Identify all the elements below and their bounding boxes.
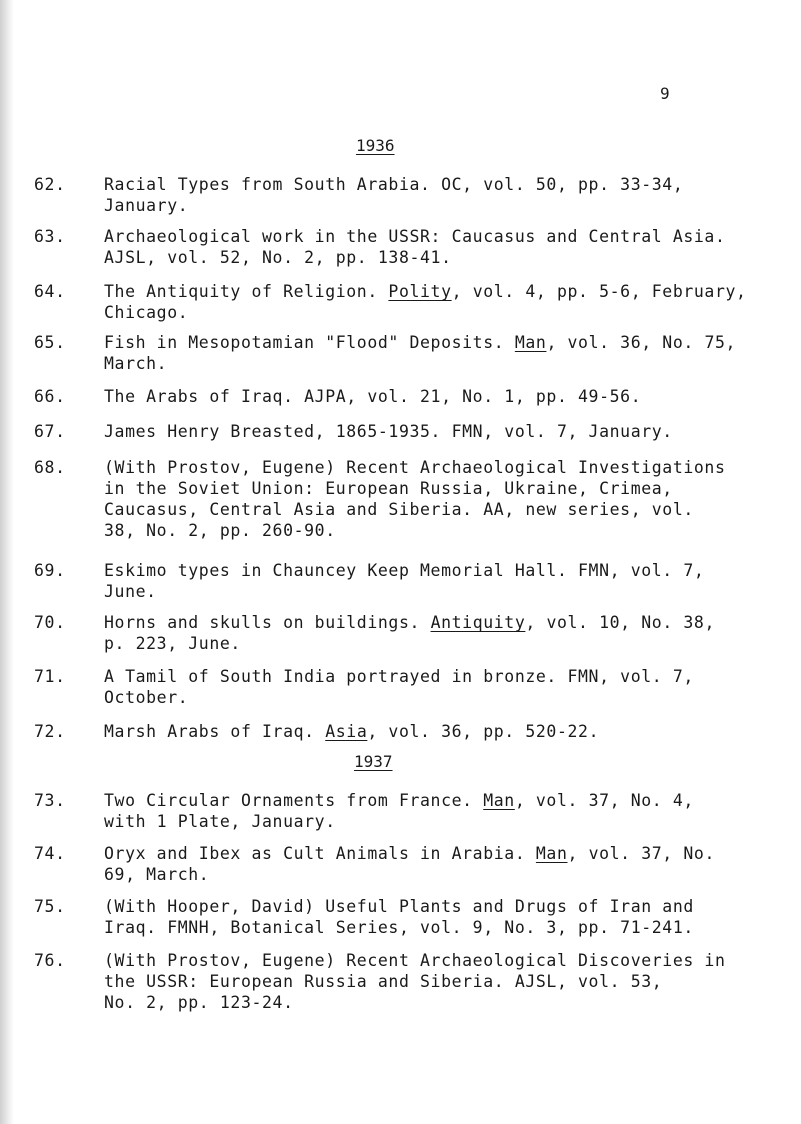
entry-line: January. (104, 196, 189, 215)
entry-line: Chicago. (104, 303, 189, 322)
entry-title: Oryx and Ibex as Cult Animals in Arabia. (104, 844, 536, 863)
entry-number: 71. (34, 667, 66, 686)
entry-line: with 1 Plate, January. (104, 812, 336, 831)
entry-line: (With Prostov, Eugene) Recent Archaeological Investigations (104, 458, 726, 477)
entry-line: p. 223, June. (104, 634, 241, 653)
page-edge-shadow (0, 0, 14, 1124)
entry-number: 64. (34, 282, 66, 301)
entry-number: 74. (34, 844, 66, 863)
entry-title: Horns and skulls on buildings. (104, 613, 431, 632)
entry-line (104, 790, 794, 811)
entry-number: 68. (34, 458, 66, 477)
entry-line: October. (104, 688, 189, 707)
year-heading-text: 1936 (356, 136, 395, 155)
journal-name: Man (535, 844, 568, 863)
entry-line: the USSR: European Russia and Siberia. AJSL, vol. 53, (104, 972, 663, 991)
entry-line (104, 281, 794, 302)
entry-citation: , vol. 37, No. 4, (514, 791, 694, 810)
entry-number: 62. (34, 175, 66, 194)
entry-line: 38, No. 2, pp. 260-90. (104, 521, 336, 540)
entry-citation: , vol. 10, No. 38, (525, 613, 715, 632)
entry-text (104, 666, 794, 708)
entry-number: 63. (34, 227, 66, 246)
entry-citation: , vol. 37, No. (567, 844, 715, 863)
entry-line (104, 612, 794, 633)
entry-line: Iraq. FMNH, Botanical Series, vol. 9, No. 3, pp. 71-241. (104, 918, 694, 937)
entry-number: 67. (34, 422, 66, 441)
entry-number: 69. (34, 561, 66, 580)
entry-number: 75. (34, 897, 66, 916)
journal-name: Antiquity (430, 613, 526, 632)
entry-text (104, 843, 794, 885)
entry-text (104, 612, 794, 654)
entry-text (104, 721, 794, 742)
entry-text (104, 386, 794, 407)
entry-title: Two Circular Ornaments from France. (104, 791, 484, 810)
entry-line: No. 2, pp. 123-24. (104, 993, 294, 1012)
year-heading-text: 1937 (354, 752, 393, 771)
entry-line: (With Prostov, Eugene) Recent Archaeological Discoveries in (104, 951, 726, 970)
entry-text (104, 332, 794, 374)
entry-text (104, 174, 794, 216)
entry-number: 73. (34, 791, 66, 810)
entry-line: A Tamil of South India portrayed in bronze. FMN, vol. 7, (104, 667, 694, 686)
entry-line: June. (104, 582, 157, 601)
entry-text (104, 950, 794, 1013)
entry-text (104, 896, 794, 938)
entry-text (104, 457, 794, 541)
journal-name: Man (514, 333, 547, 352)
entry-line: Eskimo types in Chauncey Keep Memorial Hall. FMN, vol. 7, (104, 561, 705, 580)
entry-line (104, 843, 794, 864)
entry-number: 65. (34, 333, 66, 352)
entry-line: March. (104, 354, 168, 373)
entry-title: The Antiquity of Religion. (104, 282, 389, 301)
entry-citation: , vol. 4, pp. 5-6, February, (451, 282, 747, 301)
entry-text (104, 560, 794, 602)
entry-title: Fish in Mesopotamian "Flood" Deposits. (104, 333, 515, 352)
entry-line: AJSL, vol. 52, No. 2, pp. 138-41. (104, 248, 452, 267)
entry-line: (With Hooper, David) Useful Plants and Drugs of Iran and (104, 897, 694, 916)
entry-line: Caucasus, Central Asia and Siberia. AA, new series, vol. (104, 500, 694, 519)
entry-number: 66. (34, 387, 66, 406)
entry-line: 69, March. (104, 865, 210, 884)
entry-number: 76. (34, 951, 66, 970)
entry-text (104, 281, 794, 323)
entry-title: Marsh Arabs of Iraq. (104, 722, 326, 741)
entry-line (104, 721, 794, 742)
entry-number: 70. (34, 613, 66, 632)
journal-name: Polity (388, 282, 452, 301)
entry-citation: , vol. 36, pp. 520-22. (367, 722, 600, 741)
entry-line: The Arabs of Iraq. AJPA, vol. 21, No. 1, pp. 49-56. (104, 387, 642, 406)
journal-name: Asia (325, 722, 368, 741)
entry-line: in the Soviet Union: European Russia, Ukraine, Crimea, (104, 479, 673, 498)
entry-number: 72. (34, 722, 66, 741)
entry-line (104, 332, 794, 353)
entry-text (104, 421, 794, 442)
page-number: 9 (660, 84, 670, 103)
journal-name: Man (483, 791, 515, 810)
entry-citation: , vol. 36, No. 75, (546, 333, 737, 352)
entry-line: Archaeological work in the USSR: Caucasus and Central Asia. (104, 227, 726, 246)
entry-text (104, 790, 794, 832)
entry-text (104, 226, 794, 268)
entry-line: Racial Types from South Arabia. OC, vol. 50, pp. 33-34, (104, 175, 684, 194)
entry-line: James Henry Breasted, 1865-1935. FMN, vol. 7, January. (104, 422, 673, 441)
